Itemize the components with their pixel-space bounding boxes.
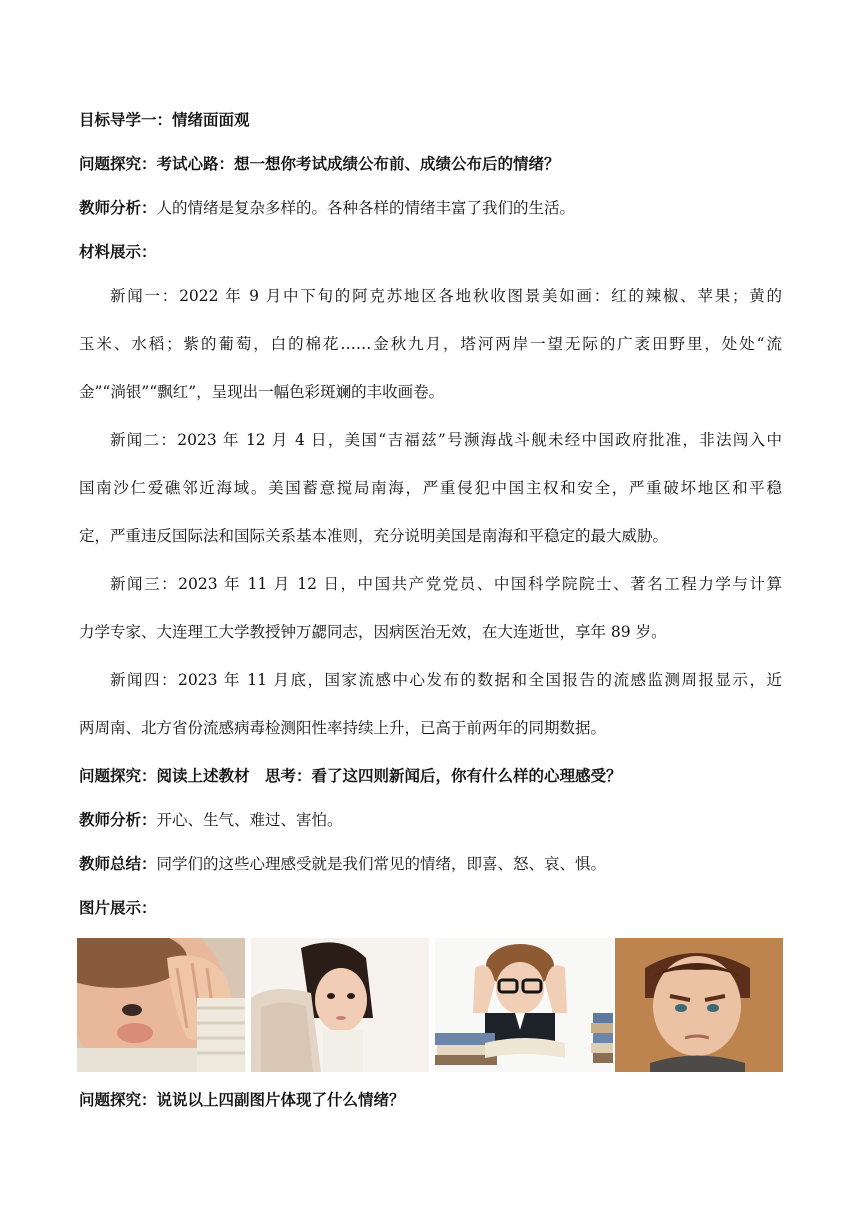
analysis-2-label: 教师分析： bbox=[79, 811, 157, 829]
summary-text: 同学们的这些心理感受就是我们常见的情绪，即喜、怒、哀、惧。 bbox=[156, 855, 607, 873]
question-news: 问题探究：阅读上述教材 思考：看了这四则新闻后，你有什么样的心理感受？ bbox=[79, 767, 622, 785]
teacher-analysis-2 bbox=[79, 810, 782, 830]
news-3-line-1: 新闻三：2023 年 11 月 12 日，中国共产党党员、中国科学院院士、著名工程力学与计算 bbox=[110, 575, 782, 593]
news-2-line-1: 新闻二：2023 年 12 月 4 日，美国“吉福兹”号濒海战斗舰未经中国政府批准，非法闯入中 bbox=[110, 431, 782, 449]
analysis-2-text: 开心、生气、难过、害怕。 bbox=[156, 811, 343, 829]
news-2 bbox=[79, 430, 782, 546]
stressed-boy-photo bbox=[435, 938, 613, 1072]
material-label: 材料展示： bbox=[79, 243, 157, 261]
analysis-label: 教师分析： bbox=[79, 199, 157, 217]
news-1 bbox=[79, 286, 782, 402]
crying-child-photo bbox=[77, 938, 245, 1072]
analysis-text: 人的情绪是复杂多样的。各种各样的情绪丰富了我们的生活。 bbox=[156, 199, 576, 217]
news-3 bbox=[79, 574, 782, 642]
heading-goal-one: 目标导学一：情绪面面观 bbox=[79, 111, 250, 129]
question-pictures: 问题探究：说说以上四副图片体现了什么情绪？ bbox=[79, 1091, 405, 1109]
news-1-line-1: 新闻一：2022 年 9 月中下旬的阿克苏地区各地秋收图景美如画：红的辣椒、苹果；黄的 bbox=[110, 287, 782, 305]
angry-boy-photo bbox=[615, 938, 783, 1072]
summary-label: 教师总结： bbox=[79, 855, 157, 873]
news-4 bbox=[79, 670, 782, 738]
news-4-line-1: 新闻四：2023 年 11 月底，国家流感中心发布的数据和全国报告的流感监测周报显示，近 bbox=[110, 671, 782, 689]
teacher-summary bbox=[79, 854, 782, 874]
news-1-line-2: 玉米、水稻；紫的葡萄，白的棉花……金秋九月，塔河两岸一望无际的广袤田野里，处处“流 bbox=[79, 335, 782, 353]
news-2-line-3: 定，严重违反国际法和国际关系基本准则，充分说明美国是南海和平稳定的最大威胁。 bbox=[79, 527, 669, 545]
news-4-line-2: 两周南、北方省份流感病毒检测阳性率持续上升，已高于前两年的同期数据。 bbox=[79, 719, 607, 737]
teacher-analysis-1 bbox=[79, 198, 782, 218]
news-1-line-3: 金”“淌银”“飘红”，呈现出一幅色彩斑斓的丰收画卷。 bbox=[79, 383, 445, 401]
photo-strip bbox=[77, 938, 783, 1072]
question-label: 问题探究： bbox=[79, 155, 157, 173]
document-page bbox=[79, 110, 782, 918]
news-2-line-2: 国南沙仁爱礁邻近海域。美国蓄意搅局南海，严重侵犯中国主权和安全，严重破坏地区和平稳 bbox=[79, 479, 782, 497]
question-text: 考试心路：想一想你考试成绩公布前、成绩公布后的情绪？ bbox=[156, 155, 560, 173]
question-pictures-wrap bbox=[79, 1090, 782, 1110]
question-exam bbox=[79, 154, 782, 174]
news-3-line-2: 力学专家、大连理工大学教授钟万勰同志，因病医治无效，在大连逝世，享年 89 岁。 bbox=[79, 623, 667, 641]
pictures-label: 图片展示： bbox=[79, 899, 157, 917]
scared-girl-photo bbox=[251, 938, 429, 1072]
